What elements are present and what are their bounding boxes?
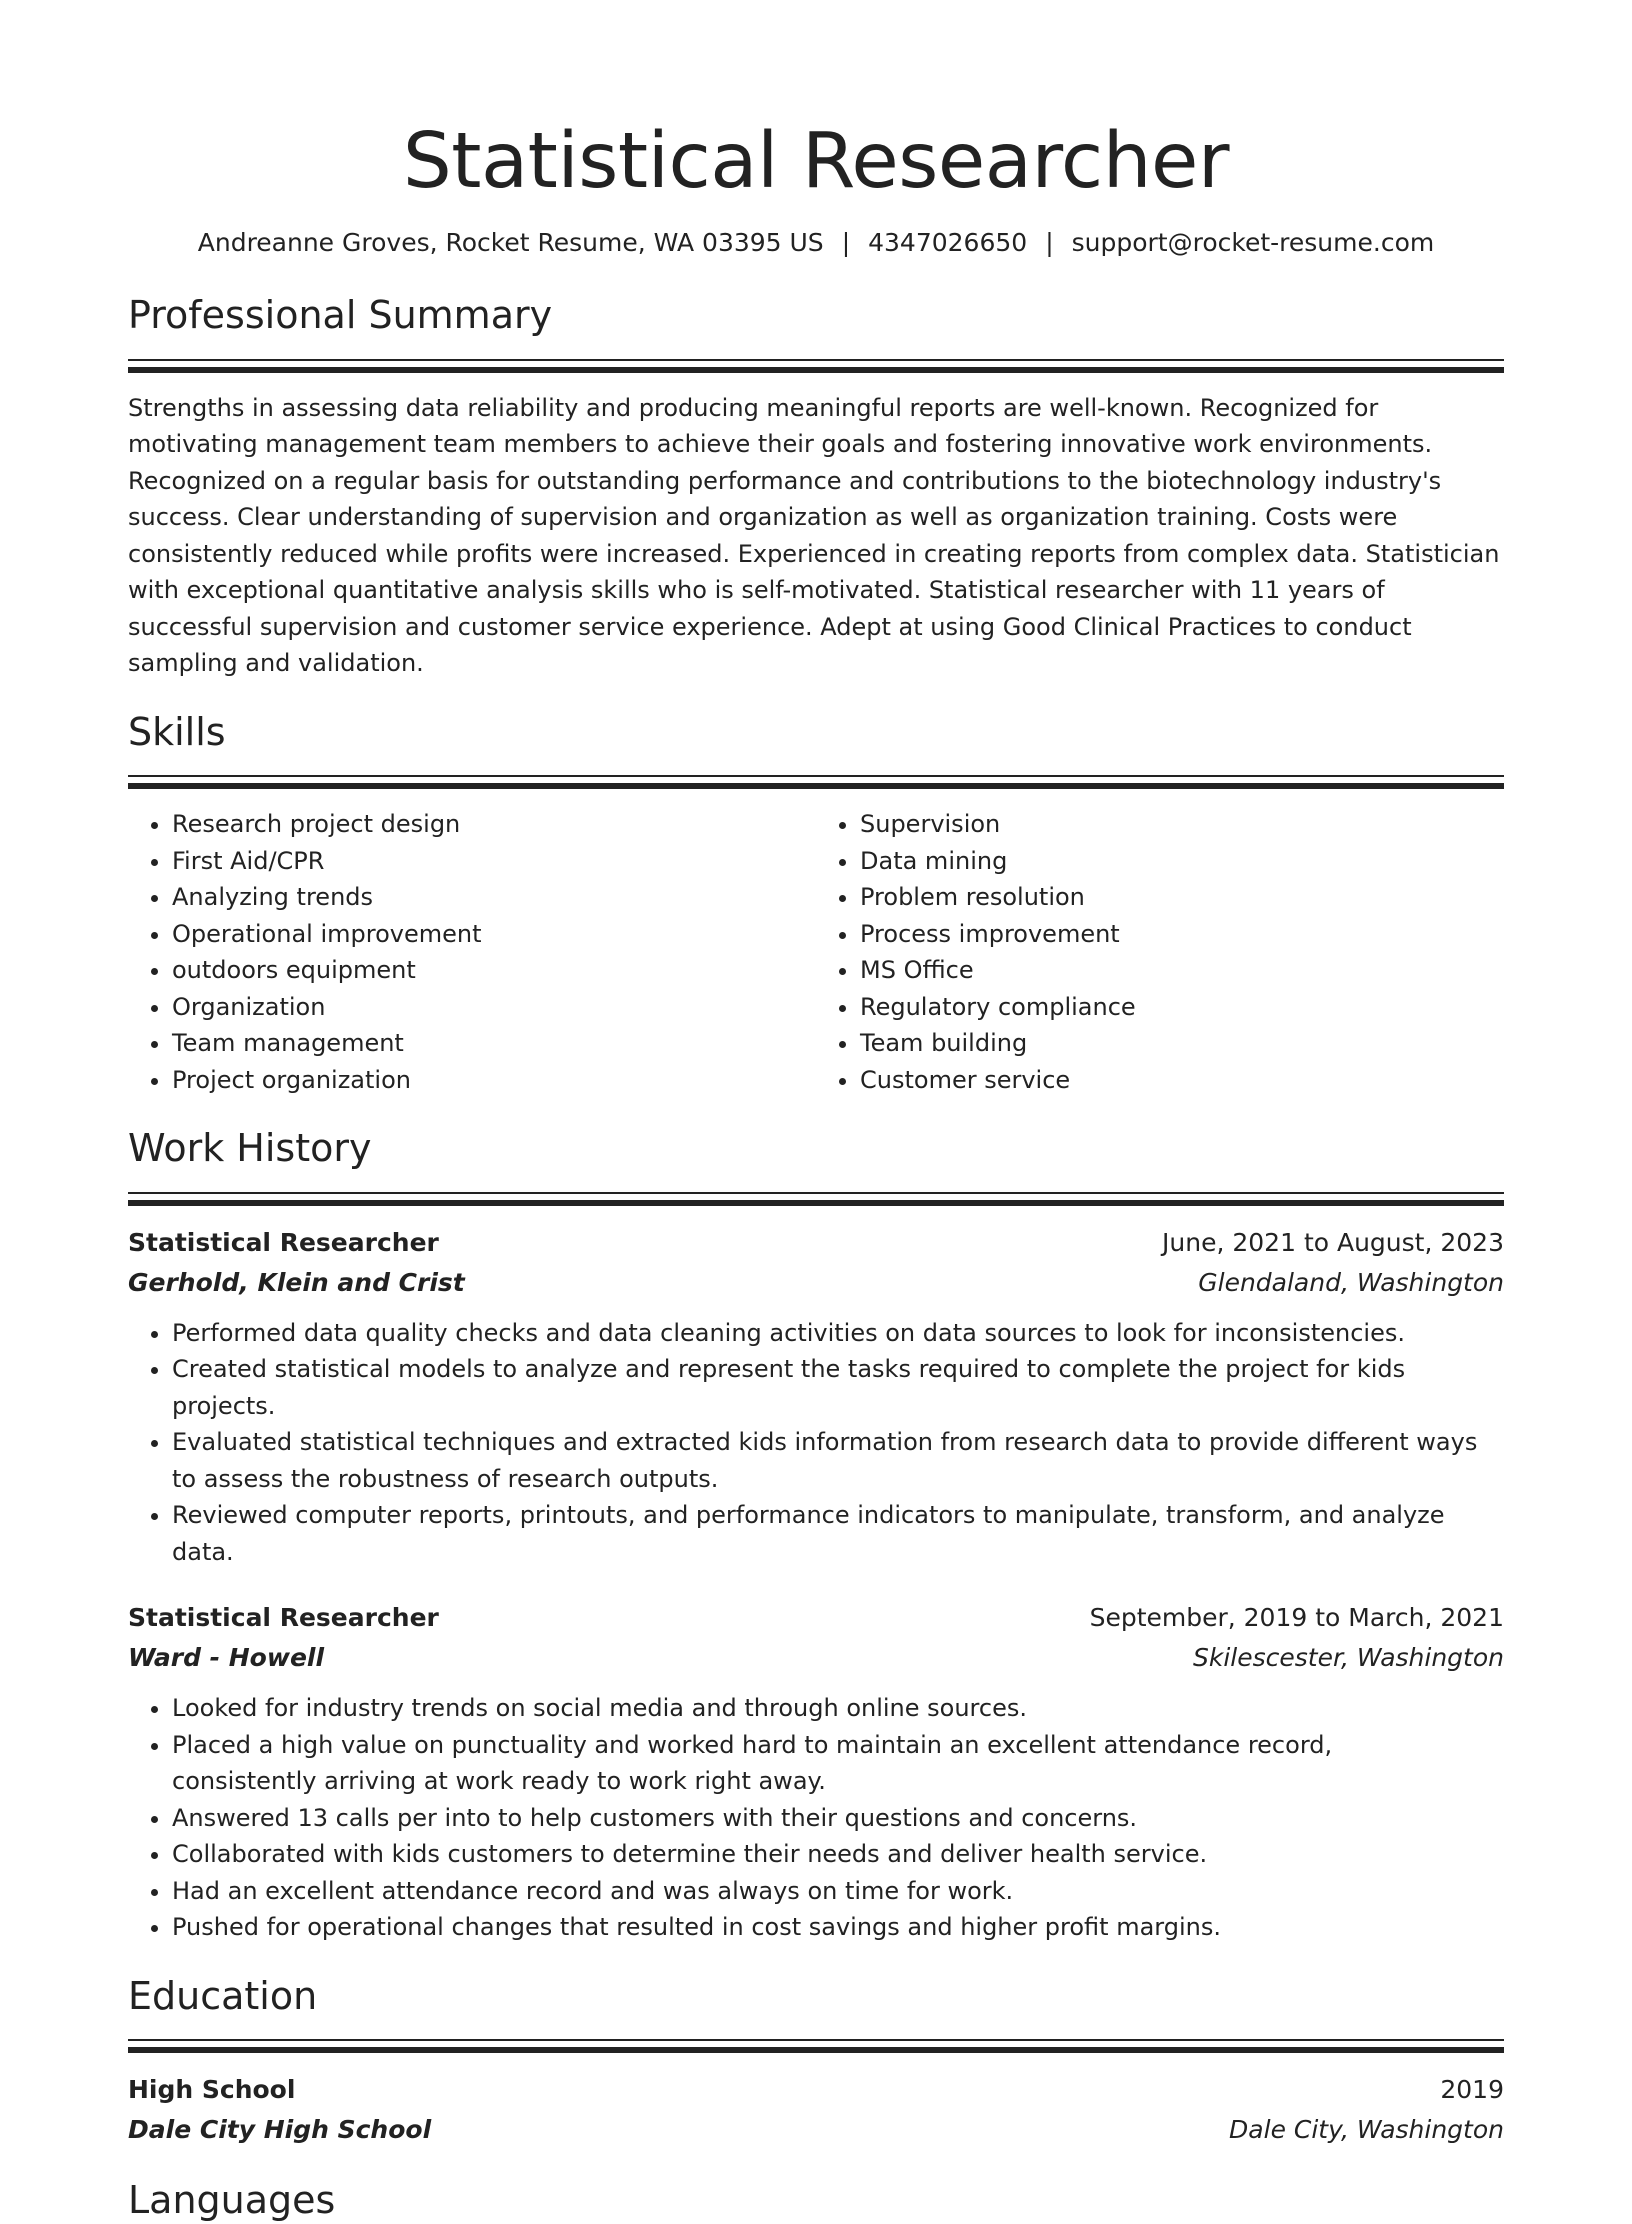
skill-item: • Problem resolution <box>860 879 1504 916</box>
section-divider <box>128 2039 1504 2054</box>
section-divider <box>128 359 1504 374</box>
section-title-languages: Languages <box>128 2178 336 2223</box>
job-location: Glendaland, Washington <box>1198 1267 1504 1297</box>
job-bullet: • Evaluated statistical techniques and extracted kids information from research data to provide different ways to assess the robustness of research outputs. <box>172 1424 1504 1497</box>
summary-section <box>128 293 1504 682</box>
contact-email[interactable]: support@rocket-resume.com <box>1071 227 1435 257</box>
job-bullet: • Collaborated with kids customers to determine their needs and deliver health service. <box>172 1836 1504 1873</box>
skills-columns <box>128 806 1504 1098</box>
job-bullet: • Placed a high value on punctuality and worked hard to maintain an excellent attendance record, consistently arriving at work ready to work right away. <box>172 1727 1504 1800</box>
skills-section <box>128 710 1504 1099</box>
job-title: Statistical Researcher <box>128 1227 439 1257</box>
job-location: Skilescester, Washington <box>1193 1643 1504 1673</box>
contact-line <box>128 227 1504 260</box>
job-company: Gerhold, Klein and Crist <box>128 1267 465 1297</box>
job-dates: June, 2021 to August, 2023 <box>1162 1227 1504 1257</box>
job-bullet: • Looked for industry trends on social media and through online sources. <box>172 1690 1504 1727</box>
skill-item: • Supervision <box>860 806 1504 843</box>
skill-item: • MS Office <box>860 952 1504 989</box>
job-title: Statistical Researcher <box>128 1603 439 1633</box>
skill-item: • Customer service <box>860 1062 1504 1099</box>
job-company: Ward - Howell <box>128 1643 325 1673</box>
job-bullet: • Performed data quality checks and data cleaning activities on data sources to look for inconsistencies. <box>172 1315 1504 1352</box>
education-year: 2019 <box>1440 2075 1504 2105</box>
job-bullet: • Reviewed computer reports, printouts, and performance indicators to manipulate, transform, and analyze data. <box>172 1497 1504 1570</box>
skill-item: • Operational improvement <box>172 916 816 953</box>
education-entry <box>128 2070 1504 2150</box>
section-title-work-history: Work History <box>128 1126 372 1171</box>
skill-item: • Research project design <box>172 806 816 843</box>
skill-item: • Analyzing trends <box>172 879 816 916</box>
section-title-skills: Skills <box>128 709 226 754</box>
section-divider <box>128 1192 1504 1207</box>
skill-item: • First Aid/CPR <box>172 843 816 880</box>
job-bullet: • Pushed for operational changes that resulted in cost savings and higher profit margins. <box>172 1909 1504 1946</box>
job-bullet: • Created statistical models to analyze and represent the tasks required to complete the project for kids projects. <box>172 1351 1504 1424</box>
skills-list-left <box>128 806 816 1098</box>
job-bullets <box>128 1690 1504 1946</box>
education-school: Dale City High School <box>128 2115 432 2145</box>
skill-item: • Regulatory compliance <box>860 989 1504 1026</box>
section-title-education: Education <box>128 1973 318 2018</box>
skill-item: • Project organization <box>172 1062 816 1099</box>
job-bullet: • Answered 13 calls per into to help customers with their questions and concerns. <box>172 1800 1504 1837</box>
job-entry <box>128 1598 1504 1946</box>
skill-item: • Organization <box>172 989 816 1026</box>
languages-section <box>128 2178 1504 2224</box>
section-divider <box>128 775 1504 790</box>
contact-separator: | <box>1045 227 1054 257</box>
job-bullets <box>128 1315 1504 1571</box>
education-location: Dale City, Washington <box>1229 2115 1504 2145</box>
contact-address: Andreanne Groves, Rocket Resume, WA 03395 US <box>197 227 824 257</box>
skill-item: • Process improvement <box>860 916 1504 953</box>
resume-name: Statistical Researcher <box>402 117 1230 206</box>
education-degree: High School <box>128 2075 296 2105</box>
job-dates: September, 2019 to March, 2021 <box>1089 1603 1504 1633</box>
job-entry <box>128 1223 1504 1571</box>
job-bullet: • Had an excellent attendance record and was always on time for work. <box>172 1873 1504 1910</box>
skill-item: • Team management <box>172 1025 816 1062</box>
skill-item: • Team building <box>860 1025 1504 1062</box>
skill-item: • Data mining <box>860 843 1504 880</box>
skills-list-right <box>816 806 1504 1098</box>
contact-phone: 4347026650 <box>868 227 1028 257</box>
section-title-summary: Professional Summary <box>128 293 553 338</box>
work-history-section <box>128 1126 1504 1946</box>
education-section <box>128 1974 1504 2151</box>
skill-item: • outdoors equipment <box>172 952 816 989</box>
contact-separator: | <box>841 227 851 257</box>
summary-text: Strengths in assessing data reliability and producing meaningful reports are well-known. Recognized for motivating management team members to achieve their goals and fostering innovative work environments. Recognized on a regular basis for outstanding performance and contributions to the biotechnology industry's success. Clear understanding of supervision and organization as well as organization training. Costs were consistently reduced while profits were increased. Experienced in creating reports from complex data. Statistician with exceptional quantitative analysis skills who is self-motivated. Statistical researcher with 11 years of successful supervision and customer service experience. Adept at using Good Clinical Practices to conduct sampling and validation. <box>128 393 1500 678</box>
